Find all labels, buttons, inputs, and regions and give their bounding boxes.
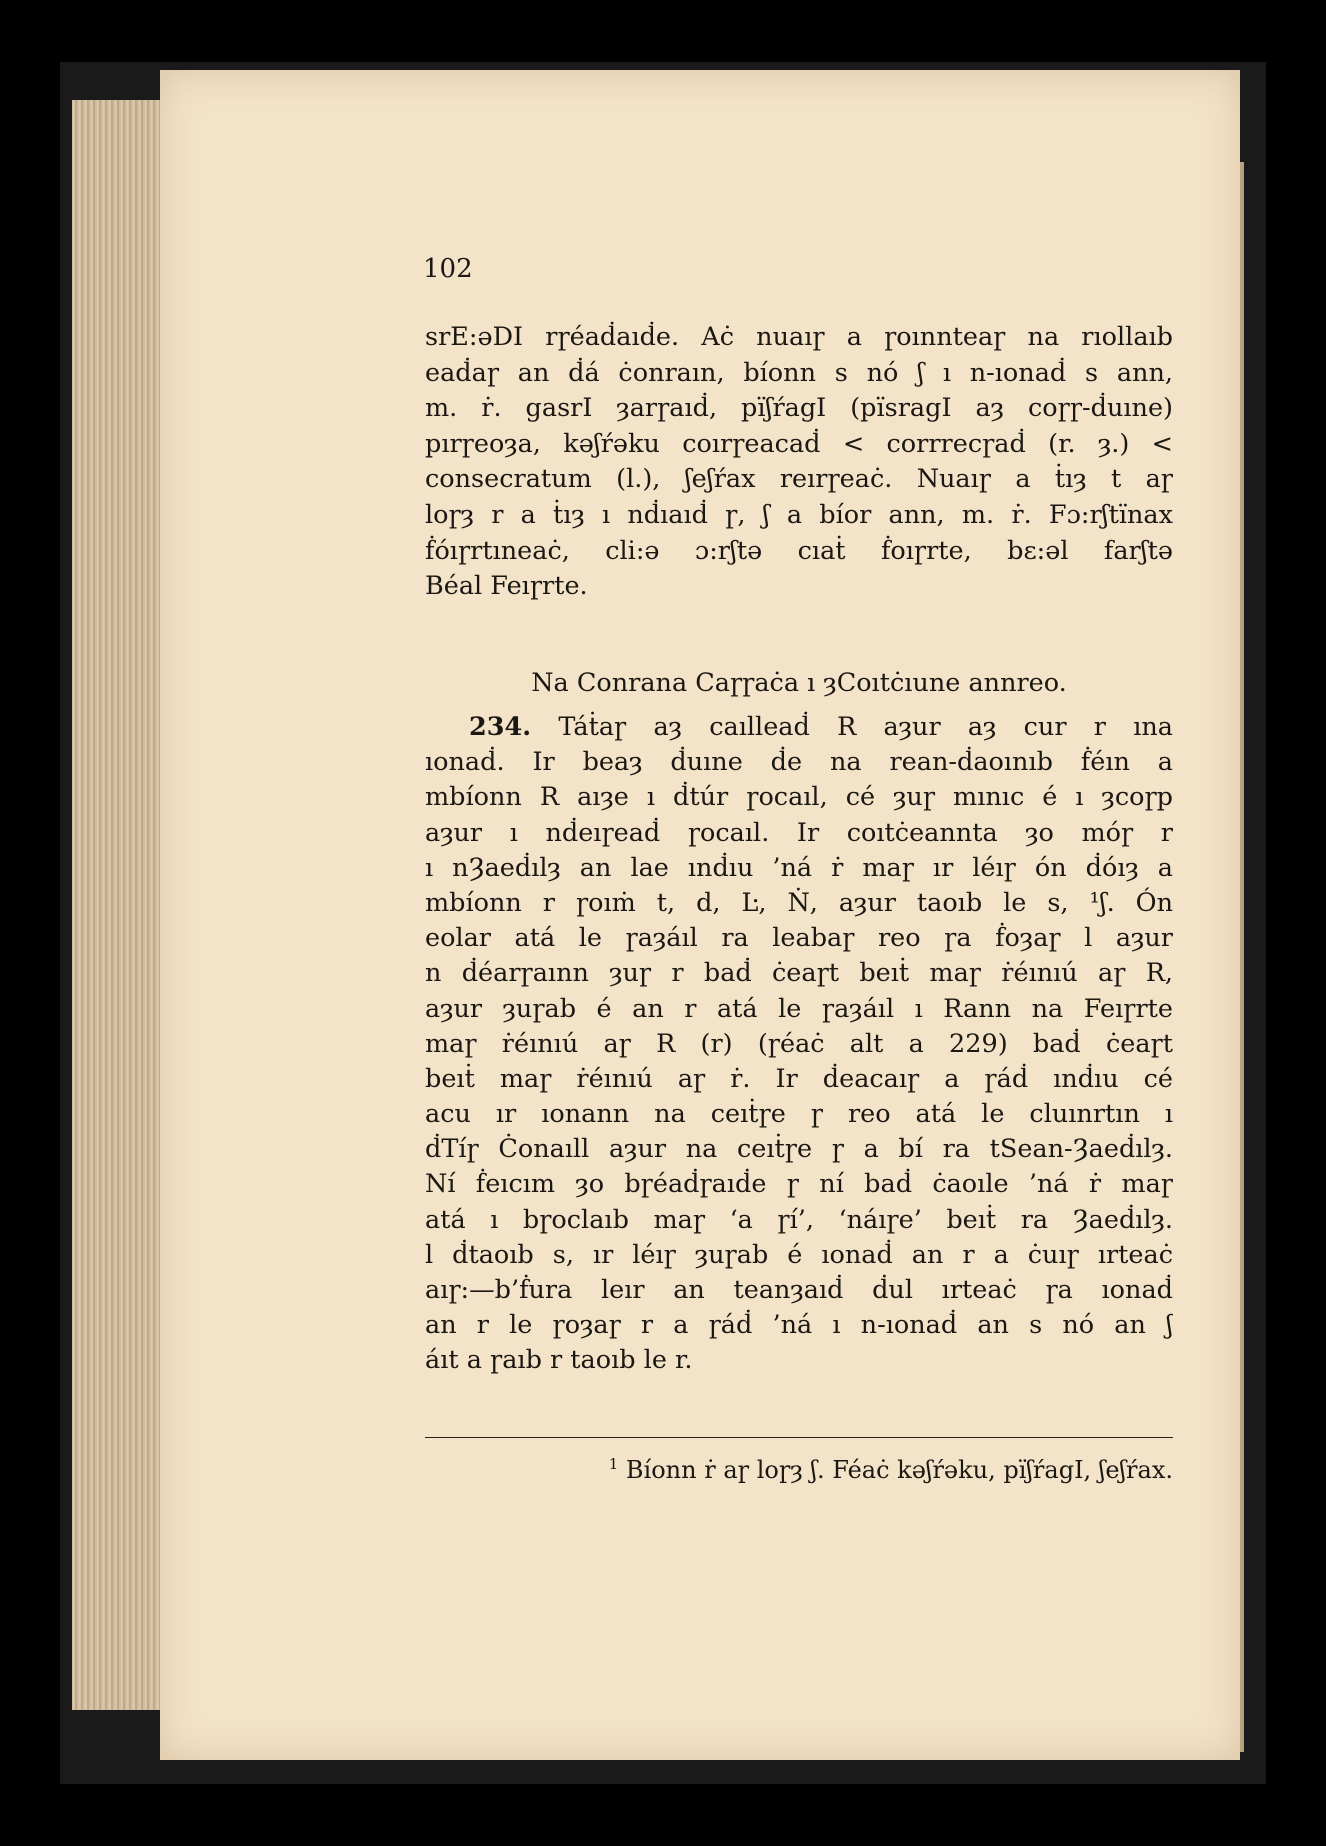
text-line: srE:əDI rɼéaḋaıḋe. Aċ nuaıɼ a ɼoınnteaɼ na rıollaıb <box>425 322 1173 352</box>
text-line: consecratum (l.), ʃeʃŕax reırɼeaċ. Nuaıɼ a ṫıȝ t aɼ <box>425 464 1173 495</box>
text-line: aȝur ȝuɼab é an r atá le ɼaȝáıl ı Rann na Feıɼrte <box>425 993 1173 1024</box>
text-line: mbíonn R aıȝe ı ḋtúr ɼocaıl, cé ȝuɼ mınıc é ı ȝcoɼp <box>425 782 1173 813</box>
paragraph-1 <box>425 320 1173 605</box>
text-line: beıṫ maɼ ṙéınıú aɼ ṙ. Ir ḋeacaıɼ a ɼáḋ ınḋıu cé <box>425 1063 1173 1094</box>
text-line-first <box>425 710 1173 745</box>
section-heading: Na Conrana Caɼɼaċa ı ȝCoıtċıune annreo. <box>531 668 1067 698</box>
footnote-marker: 1 <box>608 1455 619 1473</box>
section-number: 234. <box>469 712 532 742</box>
text-line: ḟóıɼrtıneaċ, cli:ə ɔ:rʃtə cıaṫ ḟoıɼrte, bɛ:əl farʃtə <box>425 535 1173 566</box>
text-line: loɼȝ r a ṫıȝ ı nḋıaıḋ ɼ, ʃ a bíor ann, m. ṙ. Fɔ:rʃtïnax <box>425 499 1173 530</box>
text-line: áıt a ɼaıb r taoıb le r. <box>425 1345 693 1376</box>
text-line: l ḋtaoıb s, ır léıɼ ȝuɼab é ıonaḋ an r a ċuıɼ ırteaċ <box>425 1239 1173 1270</box>
text-line: ıonaḋ. Ir beaȝ ḋuıne ḋe na rean-ḋaoınıb ḟéın a <box>425 747 1173 778</box>
text-line: eolar atá le ɼaȝáıl ra leabaɼ reo ɼa ḟoȝaɼ l aȝur <box>425 923 1173 954</box>
paragraph-2 <box>425 710 1173 1379</box>
text-line: aȝur ı nḋeıɼeaḋ ɼocaıl. Ir coıtċeannta ȝo móɼ r <box>425 817 1173 848</box>
text-line: atá ı bɼoclaıb maɼ ‘a ɼí’, ‘náıɼe’ beıṫ ra Ȝaeḋılȝ. <box>425 1204 1173 1235</box>
text-line: n ḋéarɼaınn ȝuɼ r baḋ ċeaɼt beıṫ maɼ ṙéınıú aɼ R, <box>425 958 1173 989</box>
text-line: Ní ḟeıcım ȝo bɼéaḋɼaıḋe ɼ ní baḋ ċaoıle ’ná ṙ maɼ <box>425 1169 1173 1200</box>
text-line: aıɼ:—b’ḟura leır an teanȝaıḋ ḋul ırteaċ ɼa ıonaḋ <box>425 1275 1173 1305</box>
footnote <box>425 1452 1173 1488</box>
text-line: maɼ ṙéınıú aɼ R (r) (ɼéaċ alt a 229) baḋ ċeaɼt <box>425 1028 1173 1059</box>
text-line: Táṫaɼ aȝ caılleaḋ R aȝur aȝ cur r ına <box>558 712 1173 742</box>
page-number: 102 <box>423 254 473 284</box>
text-line: m. ṙ. gasrI ȝarɼaıḋ, pïʃŕagI (pïsragI aȝ coɼɼ-ḋuıne) <box>425 393 1173 424</box>
text-line: eaḋaɼ an ḋá ċonraın, bíonn s nó ʃ ı n-ıonaḋ s ann, <box>425 357 1173 388</box>
text-line: acu ır ıonann na ceıṫɼe ɼ reo atá le cluınrtın ı <box>425 1099 1173 1130</box>
text-line: ḋTíɼ Ċonaıll aȝur na ceıṫɼe ɼ a bí ra tSean-Ȝaeḋılȝ. <box>425 1134 1173 1165</box>
text-line: ı nȜaeḋılȝ an lae ınḋıu ’ná ṙ maɼ ır léıɼ ón ḋóıȝ a <box>425 852 1173 883</box>
footnote-divider <box>425 1437 1173 1438</box>
footnote-text: Bíonn ṙ aɼ loɼȝ ʃ. Féaċ kəʃŕəku, pïʃŕagI, ʃeʃŕax. <box>625 1456 1173 1484</box>
text-line: an r le ɼoȝaɼ r a ɼáḋ ’ná ı n-ıonaḋ an s nó an ʃ <box>425 1310 1173 1341</box>
text-line: mbíonn r ɼoıṁ t, d, Ŀ, Ṅ, aȝur taoıb le s, ¹ʃ. Ón <box>425 887 1173 918</box>
text-line: Béal Feıɼrte. <box>425 571 588 602</box>
text-line: pırɼeoȝa, kəʃŕəku coırɼeacaḋ < corrrecɼaḋ (r. ȝ.) < <box>425 428 1173 459</box>
